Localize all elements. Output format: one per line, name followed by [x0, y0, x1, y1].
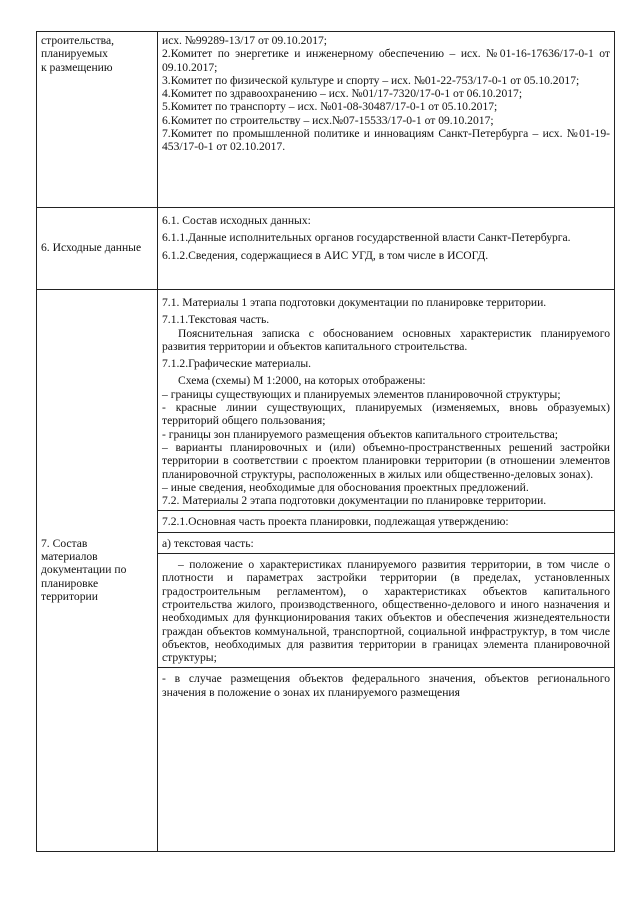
row-label-line: территории [41, 589, 98, 603]
divider [158, 553, 614, 554]
row-content-cell [158, 208, 615, 290]
row-content-cell [158, 32, 615, 208]
row-content-cell [158, 290, 615, 852]
row-label-line: планировке [41, 576, 99, 590]
divider [158, 510, 614, 511]
row-label-line: строительства, [41, 34, 115, 47]
paragraph: Пояснительная записка с обоснованием основных характеристик планируемого развития территории и объектов капитального строительства. [162, 326, 610, 353]
paragraph: 7.1. Материалы 1 этапа подготовки документации по планировке территории. [162, 296, 547, 309]
row-label-line: документации по [41, 563, 127, 577]
row-label-line: к размещению [41, 60, 113, 74]
paragraph: – положение о характеристиках планируемого развития территории, в том числе о плотности и параметрах застройки территории (в пределах, установленных градостроительным регламентом), о характеристиках объектов капитального строительства жилого, производственного, общественно-делового и иного назначения и необходимых для функционирования таких объектов и обеспечения жизнедеятельности граждан объектов коммунальной, транспортной, социальной инфраструктур, в том числе объектов, необходимых для развития территории в границах элемента планировочной структуры; [162, 558, 610, 665]
paragraph: – иные сведения, необходимые для обоснования проектных предложений. [162, 480, 529, 494]
paragraph: исх. №99289-13/17 от 09.10.2017; [162, 34, 328, 47]
paragraph: 6.1. Состав исходных данных: [162, 214, 311, 227]
table-row [37, 32, 615, 208]
row-label-line: планируемых [41, 47, 108, 61]
paragraph: 3.Комитет по физической культуре и спорту – исх. №01-22-753/17-0-1 от 05.10.2017; [162, 73, 580, 87]
row-label-line: 7. Состав [41, 536, 88, 550]
paragraph: 6.1.1.Данные исполнительных органов государственной власти Санкт-Петербурга. [162, 231, 571, 245]
document-table [36, 31, 615, 852]
divider [158, 667, 614, 668]
paragraph: 7.2. Материалы 2 этапа подготовки документации по планировке территории. [162, 494, 547, 508]
paragraph: 7.1.2.Графические материалы. [162, 357, 312, 371]
row-label: 6. Исходные данные [41, 241, 142, 255]
paragraph: - в случае размещения объектов федерального значения, объектов регионального значения в положение о зонах их планируемого размещения [162, 672, 610, 699]
paragraph: 7.1.1.Текстовая часть. [162, 313, 270, 327]
row-label-cell [37, 290, 158, 852]
paragraph: 2.Комитет по энергетике и инженерному обеспечению – исх. №01-16-17636/17-0-1 от 09.10.2017; [162, 47, 610, 74]
paragraph: 6.1.2.Сведения, содержащиеся в АИС УГД, в том числе в ИСОГД. [162, 248, 489, 262]
paragraph: - красные линии существующих, планируемых (изменяемых, вновь образуемых) территорий общего пользования; [162, 401, 610, 428]
table-row [37, 290, 615, 852]
divider [158, 532, 614, 533]
paragraph: – варианты планировочных и (или) объемно-пространственных решений застройки территории в соответствии с проектом планировки территории (в отношении элементов планировочной структуры, расположенных в жилых или общественно-деловых зонах). [162, 440, 610, 481]
paragraph: 7.2.1.Основная часть проекта планировки, подлежащая утверждению: [162, 515, 509, 529]
paragraph: 5.Комитет по транспорту – исх. №01-08-30487/17-0-1 от 05.10.2017; [162, 100, 498, 114]
paragraph: 7.Комитет по промышленной политике и инновациям Санкт-Петербурга – исх. №01-19-453/17-0-1 от 02.10.2017. [162, 127, 610, 154]
table-row [37, 208, 615, 290]
paragraph: а) текстовая часть: [162, 536, 254, 550]
paragraph: – границы существующих и планируемых элементов планировочной структуры; [162, 387, 561, 401]
paragraph: - границы зон планируемого размещения объектов капитального строительства; [162, 427, 558, 441]
row-label-cell [37, 208, 158, 290]
row-label-cell [37, 32, 158, 208]
paragraph: Схема (схемы) М 1:2000, на которых отображены: [178, 374, 426, 388]
paragraph: 6.Комитет по строительству – исх.№07-15533/17-0-1 от 09.10.2017; [162, 113, 494, 127]
paragraph: 4.Комитет по здравоохранению – исх. №01/17-7320/17-0-1 от 06.10.2017; [162, 87, 523, 101]
row-label-line: материалов [41, 550, 98, 564]
